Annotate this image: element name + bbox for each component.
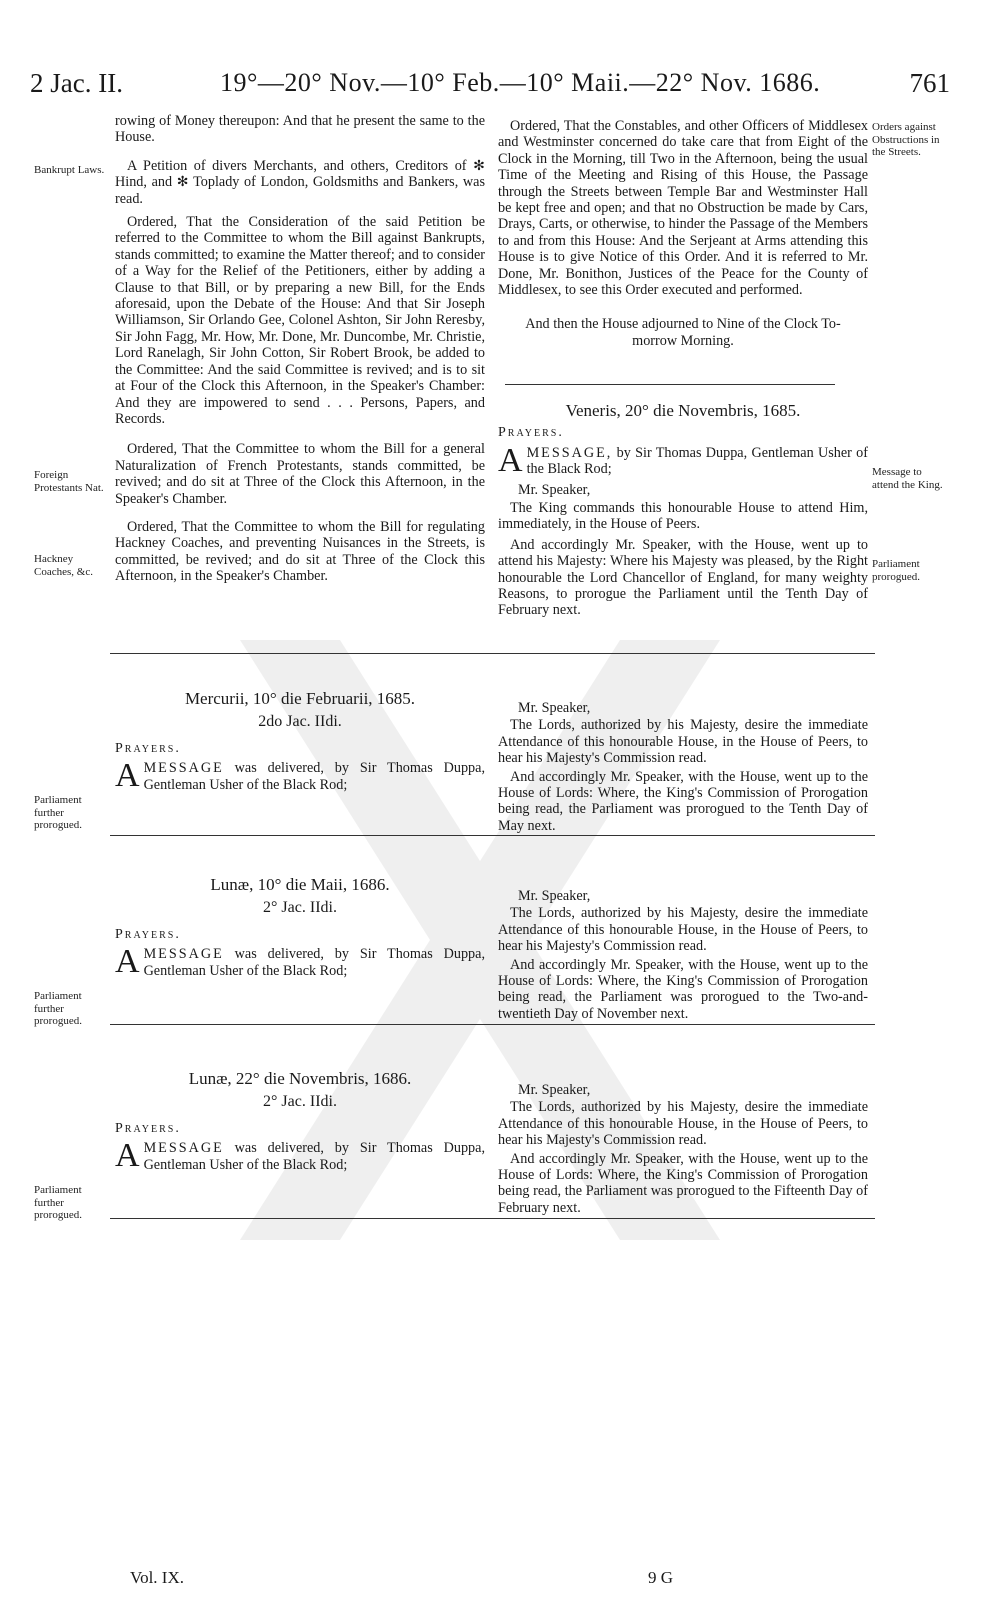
sitting-mercurii — [115, 690, 485, 794]
signature-mark: 9 G — [648, 1568, 674, 1587]
sitting-regnal: 2° Jac. IIdi. — [263, 1093, 337, 1110]
margin-note-further-2: Parliament further prorogued. — [34, 990, 82, 1027]
message-caps: MESSAGE — [143, 760, 224, 776]
message-caps: MESSAGE — [143, 1140, 224, 1156]
message — [115, 943, 485, 980]
paragraph: The Lords, authorized by his Majesty, desire the immediate Attendance of this honourable House, in the House of Peers, to hear his Majesty's Commission read. — [498, 717, 868, 767]
message-caps: MESSAGE, — [526, 444, 613, 461]
sitting-date: Lunæ, 10° die Maii, 1686. — [210, 875, 390, 894]
header-dates: 19°—20° Nov.—10° Feb.—10° Maii.—22° Nov. 1686. — [220, 68, 821, 97]
paragraph: The Lords, authorized by his Majesty, desire the immediate Attendance of this honourable House, in the House of Peers, to hear his Majesty's Commission read. — [498, 905, 868, 955]
paragraph: And accordingly Mr. Speaker, with the House, went up to the House of Lords: Where, the King's Commission of Prorogation being read, the Parliament was prorogued to the Two-and-twentieth Day of November next. — [498, 956, 868, 1022]
drop-cap: A — [115, 757, 140, 794]
section-rule — [505, 384, 835, 385]
adjournment: And then the House adjourned to Nine of the Clock To-morrow Morning. — [525, 316, 841, 349]
paragraph: Ordered, That the Consideration of the said Petition be referred to the Committee to whom the Bill against Bankrupts, stands committed; to examine the Matter thereof; and to consider of a Way for the Relief of the Petitioners, either by adding a Clause to that Bill, or by preparing a new Bill, for the Ends aforesaid, upon the Debate of the House: And that Sir Joseph Williamson, Sir Orlando Gee, Colonel Ashton, Sir John Reresby, Sir John Fagg, Mr. How, Mr. Done, Mr. Duncombe, Mr. Christie, Lord Ranelagh, Sir John Cotton, Sir Robert Brook, be added to the Committee: And the said Committee is revived; and is to sit at Four of the Clock this Afternoon, in the Speaker's Chamber: And they are impowered to send . . . Persons, Papers, and Records. — [115, 214, 485, 427]
sitting-veneris — [498, 403, 868, 626]
left-column — [115, 113, 485, 592]
paragraph: And accordingly Mr. Speaker, with the House, went up to attend his Majesty: Where his Majesty was pleased, by the Right honourable the Lord Chancellor of England, for many weighty Reasons, to prorogue the Parliament until the Tenth Day of February next. — [498, 536, 868, 619]
section-rule — [110, 1024, 875, 1025]
right-column — [498, 118, 868, 349]
prayers-heading: Prayers. — [115, 927, 181, 942]
margin-note-further-1: Parliament further prorogued. — [34, 794, 82, 831]
message-text: was delivered, by Sir Thomas Duppa, Gentleman Usher of the Black Rod; — [143, 1140, 485, 1173]
sitting-regnal: 2° Jac. IIdi. — [263, 899, 337, 916]
sitting-date: Lunæ, 22° die Novembris, 1686. — [188, 1069, 412, 1088]
paragraph: The King commands this honourable House to attend Him, immediately, in the House of Peers. — [498, 500, 868, 533]
message-text: was delivered, by Sir Thomas Duppa, Gentleman Usher of the Black Rod; — [143, 946, 485, 979]
page-header — [30, 68, 950, 104]
sitting-mercurii-right — [498, 700, 868, 841]
paragraph: rowing of Money thereupon: And that he present the same to the House. — [115, 113, 485, 146]
margin-note-bankrupt: Bankrupt Laws. — [34, 164, 105, 176]
speaker-address: Mr. Speaker, — [518, 888, 591, 904]
margin-note-message-king: Message to attend the King. — [872, 466, 943, 491]
sitting-regnal: 2do Jac. IIdi. — [258, 713, 342, 730]
margin-note-foreign: Foreign Protestants Nat. — [34, 469, 104, 494]
sitting-date: Veneris, 20° die Novembris, 1685. — [565, 401, 801, 420]
sitting-lunae-novembris — [115, 1070, 485, 1174]
speaker-address: Mr. Speaker, — [518, 1082, 591, 1098]
paragraph: The Lords, authorized by his Majesty, desire the immediate Attendance of this honourable House, in the House of Peers, to hear his Majesty's Commission read. — [498, 1099, 868, 1149]
section-rule — [110, 653, 875, 654]
drop-cap: A — [115, 943, 140, 980]
section-rule — [110, 835, 875, 836]
message-text: by Sir Thomas Duppa, Gentleman Usher of the Black Rod; — [526, 444, 869, 478]
message — [115, 1137, 485, 1174]
paragraph: Ordered, That the Committee to whom the Bill for regulating Hackney Coaches, and preventing Nuisances in the Streets, is committed, be revived; and do sit at Three of the Clock this Afternoon, in the Speaker's Chamber. — [115, 518, 485, 585]
paragraph: A Petition of divers Merchants, and others, Creditors of ✻ Hind, and ✻ Toplady of London, Goldsmiths and Bankers, was read. — [115, 157, 485, 207]
speaker-address: Mr. Speaker, — [518, 700, 591, 716]
message — [498, 441, 869, 479]
prayers-heading: Prayers. — [115, 741, 181, 756]
volume-number: Vol. IX. — [130, 1568, 184, 1587]
prayers-heading: Prayers. — [498, 425, 564, 441]
page-number: 761 — [909, 68, 950, 98]
section-rule — [110, 1218, 875, 1219]
drop-cap: A — [498, 441, 523, 479]
paragraph: And accordingly Mr. Speaker, with the House, went up to the House of Lords: Where, the King's Commission of Prorogation being read, the Parliament was prorogued to the Fifteenth Day of February next. — [498, 1150, 868, 1216]
message-caps: MESSAGE — [143, 946, 224, 962]
page-footer — [0, 1568, 992, 1594]
regnal-year: 2 Jac. II. — [30, 68, 123, 98]
sitting-lunae-novembris-right — [498, 1082, 868, 1223]
message — [115, 757, 485, 794]
sitting-lunae-maii-right — [498, 888, 868, 1029]
sitting-lunae-maii — [115, 876, 485, 980]
paragraph: Ordered, That the Constables, and other Officers of Middlesex and Westminster concerned do take care that from Eight of the Clock in the Morning, till Two in the Afternoon, being the usual Time of the Meeting and Rising of this House, the Passage through the Streets between Temple Bar and Westminster Hall be kept free and open; and that no Obstruction be made by Cars, Drays, Carts, or otherwise, to hinder the Passage of the Members to and from this House: And the Serjeant at Arms attending this House is to give Notice of this Order. And it is referred to Mr. Done, Mr. Bonithon, Justices of the Peace for the County of Middlesex, to see this Order executed and performed. — [498, 118, 868, 299]
paragraph: And accordingly Mr. Speaker, with the House, went up to the House of Lords: Where, the King's Commission of Prorogation being read, the Parliament was prorogued to the Tenth Day of May next. — [498, 768, 868, 834]
paragraph: Ordered, That the Committee to whom the Bill for a general Naturalization of French Protestants, stands committed, be revived; and do sit at Three of the Clock this Afternoon, in the Speaker's Chamber. — [115, 441, 485, 507]
margin-note-orders: Orders against Obstructions in the Streets. — [872, 121, 940, 158]
sitting-date: Mercurii, 10° die Februarii, 1685. — [184, 689, 416, 708]
margin-note-prorogued: Parliament prorogued. — [872, 558, 920, 583]
margin-note-hackney: Hackney Coaches, &c. — [34, 553, 93, 578]
drop-cap: A — [115, 1137, 140, 1174]
message-text: was delivered, by Sir Thomas Duppa, Gentleman Usher of the Black Rod; — [143, 760, 485, 793]
margin-note-further-3: Parliament further prorogued. — [34, 1184, 82, 1221]
speaker-address: Mr. Speaker, — [518, 481, 591, 498]
prayers-heading: Prayers. — [115, 1121, 181, 1136]
